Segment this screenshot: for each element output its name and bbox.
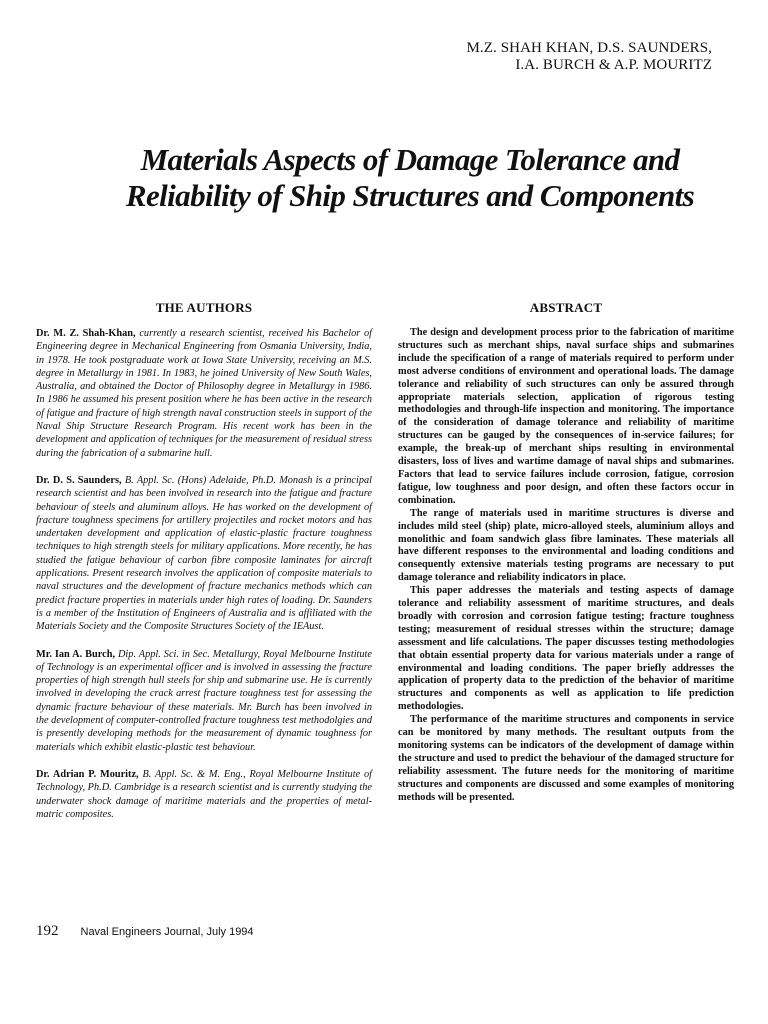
author-bio (36, 768, 372, 821)
author-name: Dr. Adrian P. Mouritz, (36, 768, 139, 780)
author-name: Mr. Ian A. Burch, (36, 648, 116, 660)
article-title-line-1: Materials Aspects of Damage Tolerance and (140, 142, 680, 177)
article-title (60, 142, 760, 214)
author-bio (36, 474, 372, 634)
authors-heading: THE AUTHORS (155, 300, 253, 315)
page-number: 192 (36, 923, 59, 939)
journal-citation: Naval Engineers Journal, July 1994 (80, 926, 254, 938)
author-byline (292, 40, 712, 74)
abstract-paragraph: This paper addresses the materials and testing aspects of damage tolerance and reliability assessment of maritime structures, and deals broadly with corrosion and corrosion fatigue testing; fracture toughness testing; measurement of residual stresses within the structure; damage assessment and life calculations. The paper discusses testing methodologies that obtain essential property data for various materials under a range of environmental and loading conditions. The paper briefly addresses the application of property data to the prediction of the behavior of maritime structures and components as well as application to life prediction methodologies. (398, 585, 734, 713)
author-description: Dip. Appl. Sci. in Sec. Metallurgy, Royal Melbourne Institute of Technology is an experimental officer and is involved in assessing the fracture properties of high strength hull steels for ship and submarine use. He is currently involved in developing the crack arrest fracture toughness test for assessing the dynamic fracture behaviour of these materials. Mr. Burch has been involved in the development of computer-controlled fracture toughness test methodolgies and is presently developing methods for the measurement of dynamic toughness for materials which exhibit elastic-plastic test behaviour. (36, 648, 372, 753)
author-bio (36, 327, 372, 460)
author-name: Dr. M. Z. Shah-Khan, (36, 328, 136, 339)
abstract-paragraph: The performance of the maritime structures and components in service can be monitored by many methods. The resultant outputs from the monitoring systems can be indicators of the development of damage within the structure and used to predict the behaviour of the damaged structure for reliability assessment. The future needs for the monitoring of maritime structures and components are discussed and some examples of monitoring methods will be presented. (398, 714, 734, 803)
abstract-paragraph: The design and development process prior to the fabrication of maritime structures such as merchant ships, naval surface ships and submarines include the specification of a range of materials required to perform under most adverse conditions of environment and operational loads. The damage tolerance and reliability of such structures can only be assured through appropriate materials selection, application of rigorous testing methodologies and through-life inspection and monitoring. The importance of the consideration of damage tolerance and reliability of maritime structures can be gauged by the consequences of in-service failures; for example, the break-up of merchant ships resulting in environmental disasters, loss of lives and wartime damage of naval ships and submarines. Factors that lead to service failures include corrosion, fatigue, corrosion fatigue, low toughness and poor design, and often these factors occur in combination. (398, 327, 734, 506)
page-footer (36, 922, 254, 940)
author-bio (36, 648, 372, 754)
author-description: B. Appl. Sc. (Hons) Adelaide, Ph.D. Monash is a principal research scientist and has been involved in research into the fatigue and fracture behaviour of steels and aluminum alloys. He has worked on the development of fracture toughness specimens for artillery projectiles and rocket motors and has undertaken development and application of elastic-plastic fracture toughness techniques to high strength steels for military applications. More recently, he has studied the fatigue behaviour of carbon fibre composite laminates for aircraft applications. Present research involves the application of composite materials to naval structures and the development of fracture mechanics methods which can predict fracture properties in materials under high rates of loading. Dr. Saunders is a member of the Institution of Engineers of Australia and is affiliated with the Materials Society and the Composite Structures Society of the IEAust. (36, 474, 373, 633)
author-name: Dr. D. S. Saunders, (36, 474, 122, 486)
authors-column (36, 327, 372, 835)
author-description: currently a research scientist, received his Bachelor of Engineering degree in Mechanical Engineering from Osmania University, India, in 1978. He took postgraduate work at Iowa State University, receiving an M.S. degree in Metallurgy in 1981. In 1983, he joined University of New South Wales, Australia, and obtained the Doctor of Philosophy degree in Metallurgy in 1986. In 1986 he assumed his present position where he has been active in the research of fatigue and fracture of high strength naval construction steels in support of the Naval Ship Structure Research Program. His recent work has been in the development and application of techniques for the measurement of residual stress during the fabrication of a submarine hull. (36, 328, 373, 459)
author-byline-line-1: M.Z. SHAH KHAN, D.S. SAUNDERS, (466, 40, 712, 56)
article-title-line-2: Reliability of Ship Structures and Components (125, 178, 695, 213)
abstract-paragraph: The range of materials used in maritime structures is diverse and includes mild steel (ship) plate, micro-alloyed steels, aluminium alloys and monolithic and foam sandwich glass fibre laminates. These materials all have different responses to the environmental and loading conditions and consequently extensive materials testing programs are necessary to put damage tolerance and reliability indicators in place. (398, 507, 734, 584)
abstract-heading: ABSTRACT (529, 300, 603, 315)
author-byline-line-2: I.A. BURCH & A.P. MOURITZ (515, 57, 712, 73)
author-description: B. Appl. Sc. & M. Eng., Royal Melbourne Institute of Technology, Ph.D. Cambridge is a research scientist and is currently studying the underwater shock damage of maritime materials and the properties of metal-matric composites. (36, 768, 373, 820)
abstract-column (398, 327, 734, 805)
